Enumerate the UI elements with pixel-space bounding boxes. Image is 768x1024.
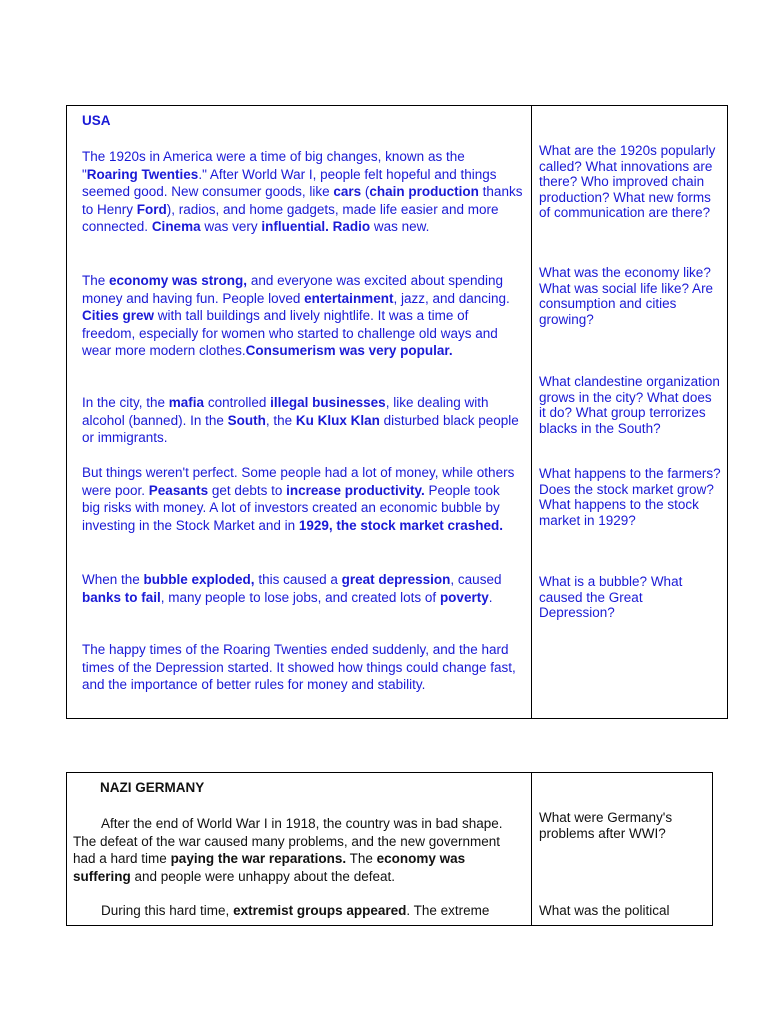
question: What is a bubble? What caused the Great Depression?	[539, 574, 683, 620]
bold-term: chain production	[369, 184, 479, 199]
usa-paragraph	[82, 272, 520, 360]
text-run: and people were unhappy about the defeat.	[130, 868, 395, 884]
text-run: ), radios, and home gadgets, made life easier and more connected.	[82, 201, 499, 234]
text-run: The	[82, 273, 110, 288]
text-run: The 1920s in America were a time of big changes, known as the "	[82, 149, 465, 182]
bold-term: influential. Radio	[261, 219, 371, 234]
question: What are the 1920s popularly called? What innovations are there? Who improved chain production? What new forms of communication are there?	[539, 143, 716, 220]
question: What was the political	[539, 903, 670, 918]
bold-term: banks to fail	[82, 589, 161, 605]
usa-paragraph	[82, 641, 520, 694]
bold-term: cars	[333, 184, 362, 199]
text-run: controlled	[204, 395, 271, 410]
germany-paragraph	[73, 902, 518, 920]
text-run: .	[488, 589, 493, 605]
usa-table	[66, 105, 728, 719]
bold-term: Peasants	[148, 482, 209, 498]
question: What were Germany's problems after WWI?	[539, 810, 673, 841]
bold-term: illegal businesses	[270, 395, 386, 410]
usa-questions-column	[532, 106, 727, 718]
bold-term: South	[227, 412, 266, 428]
bold-term: Cinema	[151, 219, 201, 234]
bold-term: Ku Klux Klan	[295, 412, 380, 428]
bold-term: economy was strong,	[109, 273, 248, 288]
text-run: was very	[200, 219, 262, 234]
bold-term: entertainment	[304, 290, 394, 306]
bold-term: bubble exploded,	[143, 572, 255, 587]
text-run: When the	[82, 572, 144, 587]
germany-table	[66, 772, 713, 926]
text-run: , jazz, and dancing.	[393, 290, 510, 306]
text-run: But things weren't perfect. Some people had a lot of money, while others were poor.	[82, 465, 515, 498]
text-run: The	[346, 851, 377, 866]
bold-term: poverty	[439, 589, 489, 605]
usa-paragraph	[82, 571, 520, 606]
bold-term: increase productivity.	[286, 482, 425, 498]
bold-term: Consumerism was very popular.	[245, 343, 453, 358]
bold-term: Ford	[136, 201, 167, 217]
text-run: (	[361, 184, 370, 199]
question: What happens to the farmers? Does the stock market grow? What happens to the stock market in 1929?	[539, 466, 721, 528]
text-run: In the city, the	[82, 395, 169, 410]
bold-term: economy was suffering	[73, 851, 466, 884]
text-run: , like dealing with alcohol (banned). In the	[82, 395, 489, 428]
usa-paragraph	[82, 148, 524, 236]
text-run: get debts to	[208, 482, 287, 498]
bold-term: paying the war reparations.	[170, 851, 347, 866]
bold-term: mafia	[168, 395, 205, 410]
text-run: People took big risks with money. A lot of investors created an economic bubble by investing in the Stock Market and in	[82, 482, 500, 533]
usa-text-column	[67, 106, 532, 718]
text-run: disturbed black people or immigrants.	[82, 412, 519, 445]
text-run: with tall buildings and lively nightlife. It was a time of freedom, especially for women who started to challenge old ways and wear more modern clothes.	[82, 308, 498, 358]
text-run: After the end of World War I in 1918, the country was in bad shape. The defeat of the war caused many problems, and the new government had a hard time	[73, 816, 503, 866]
text-run: . The extreme	[406, 903, 490, 918]
question: What was the economy like? What was social life like? Are consumption and cities growing?	[539, 265, 714, 327]
text-run: ." After World War I, people felt hopeful and things seemed good. New consumer goods, like	[82, 166, 497, 199]
text-run: During this hard time,	[101, 903, 234, 918]
text-run: thanks to Henry	[82, 184, 523, 217]
text-run: , caused	[450, 572, 502, 587]
text-run: , the	[265, 412, 296, 428]
germany-paragraph	[73, 815, 518, 885]
bold-term: extremist groups appeared	[233, 903, 407, 918]
text-run: this caused a	[254, 572, 342, 587]
text-run: , many people to lose jobs, and created lots of	[160, 589, 440, 605]
question: What clandestine organization grows in the city? What does it do? What group terrorizes blacks in the South?	[539, 374, 720, 436]
germany-text-column	[67, 773, 532, 925]
usa-title: USA	[82, 113, 111, 128]
bold-term: Cities grew	[82, 308, 155, 323]
usa-paragraph	[82, 394, 520, 447]
bold-term: great depression	[341, 572, 451, 587]
germany-questions-column	[532, 773, 712, 925]
germany-title: NAZI GERMANY	[100, 780, 205, 795]
text-run: was new.	[370, 219, 430, 234]
usa-paragraph	[82, 464, 520, 534]
text-run: and everyone was excited about spending money and having fun. People loved	[82, 273, 503, 306]
bold-term: Roaring Twenties	[86, 166, 199, 182]
bold-term: 1929, the stock market crashed.	[298, 517, 503, 533]
text-run: The happy times of the Roaring Twenties ended suddenly, and the hard times of the Depression started. It showed how things could change fast, and the importance of better rules for money and stability.	[82, 642, 516, 692]
